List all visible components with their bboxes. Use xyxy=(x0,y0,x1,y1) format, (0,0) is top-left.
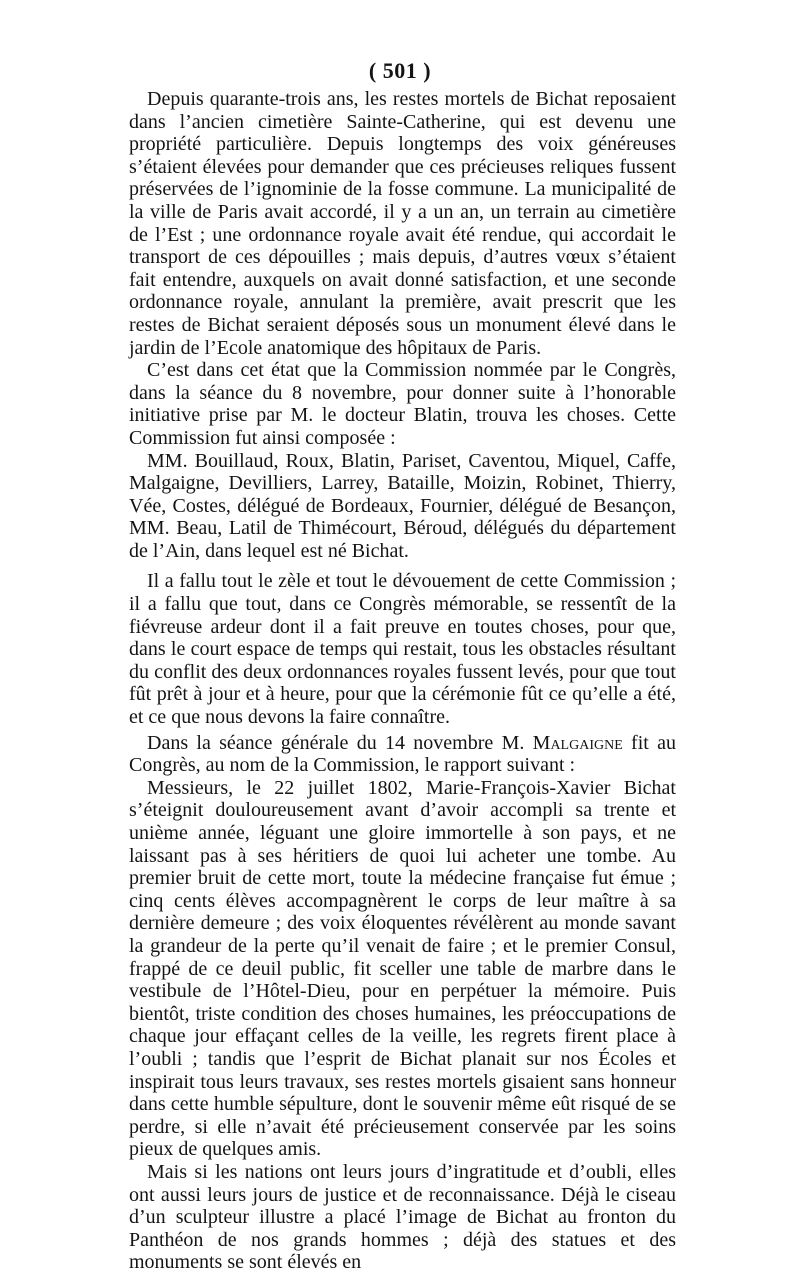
paragraph-members: MM. Bouillaud, Roux, Blatin, Pariset, Caventou, Miquel, Caffe, Malgaigne, Devilliers, Larrey, Bataille, Moizin, Robinet, Thierry, Vée, Costes, délégué de Bordeaux, Fournier, délégué de Besançon, MM. Beau, Latil de Thimécourt, Béroud, délégués du département de l’Ain, dans lequel est né Bichat. xyxy=(129,449,676,562)
paragraph-report-intro xyxy=(129,732,676,777)
paragraph-bichat-remains: Depuis quarante-trois ans, les restes mortels de Bichat reposaient dans l’ancien cimetière Sainte-Catherine, qui est devenu une propriété particulière. Depuis longtemps des voix généreuses s’étaient élevées pour demander que ces précieuses reliques fussent préservées de l’ignominie de la fosse commune. La municipalité de la ville de Paris avait accordé, il y a un an, un terrain au cimetière de l’Est ; une ordonnance royale avait été rendue, qui accordait le transport de ces dépouilles ; mais depuis, d’autres vœux s’étaient fait entendre, auxquels on avait donné satisfaction, et une seconde ordonnance royale, annulant la première, avait prescrit que les restes de Bichat seraient déposés sous un monument élevé dans le jardin de l’Ecole anatomique des hôpitaux de Paris. xyxy=(129,88,676,359)
body-text xyxy=(129,88,676,1274)
report-intro-text-end: fit au Congrès, au nom de la Commission, le rapport suivant : xyxy=(129,731,677,777)
speaker-name: Malgaigne xyxy=(532,731,623,754)
paragraph-justice: Mais si les nations ont leurs jours d’ingratitude et d’oubli, elles ont aussi leurs jours de justice et de reconnaissance. Déjà le ciseau d’un sculpteur illustre a placé l’image de Bichat au fronton du Panthéon de nos grands hommes ; déjà des statues et des monuments se sont élevés en xyxy=(129,1160,676,1274)
paragraph-commission-zeal: Il a fallu tout le zèle et tout le dévouement de cette Commission ; il a fallu que tout, dans ce Congrès mémorable, se ressentît de la fiévreuse ardeur dont il a fait preuve en toutes choses, pour que, dans le court espace de temps qui restait, tous les obstacles résultant du conflit des deux ordonnances royales fussent levés, pour que tout fût prêt à jour et à heure, pour que la cérémonie fût ce qu’elle a été, et ce que nous devons la faire connaître. xyxy=(129,570,676,729)
page-number: ( 501 ) xyxy=(368,58,432,83)
report-intro-text: Dans la séance générale du 14 novembre M. xyxy=(147,731,533,754)
paragraph-speech: Messieurs, le 22 juillet 1802, Marie-François-Xavier Bichat s’éteignit douloureusement avant d’avoir accompli sa trente et unième année, léguant une gloire immortelle à son pays, et ne laissant pas à ses héritiers de quoi lui acheter une tombe. Au premier bruit de cette mort, toute la médecine française fut émue ; cinq cents élèves accompagnèrent le corps de leur maître à sa dernière demeure ; des voix éloquentes révélèrent au monde savant la grandeur de la perte qu’il venait de faire ; et le premier Consul, frappé de ce deuil public, fit sceller une table de marbre dans le vestibule de l’Hôtel-Dieu, pour en perpétuer la mémoire. Puis bientôt, triste condition des choses humaines, les préoccupations de chaque jour effaçant celles de la veille, les regrets firent place à l’oubli ; tandis que l’esprit de Bichat planait sur nos Écoles et inspirait tous leurs travaux, ses restes mortels gisaient sans honneur dans cette humble sépulture, dont le souvenir même eût risqué de se perdre, si elle n’avait été précieusement conservée par les soins pieux de quelques amis. xyxy=(129,776,676,1161)
paragraph-commission: C’est dans cet état que la Commission nommée par le Congrès, dans la séance du 8 novembre, pour donner suite à l’honorable initiative prise par M. le docteur Blatin, trouva les choses. Cette Commission fut ainsi composée : xyxy=(129,359,676,449)
